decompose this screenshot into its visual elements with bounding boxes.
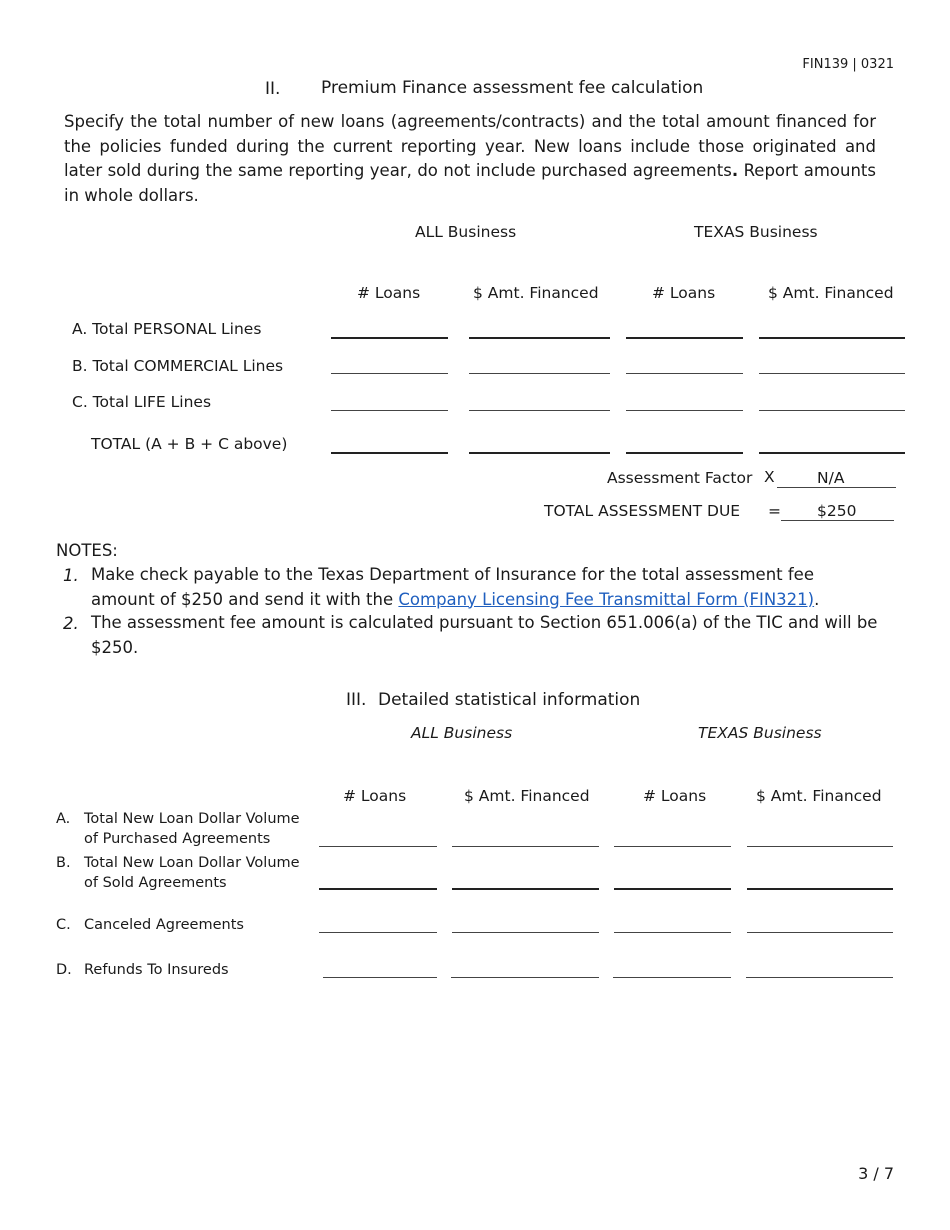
note-2-text: The assessment fee amount is calculated pursuant to Section 651.006(a) of the TIC and will be $250.: [91, 613, 878, 657]
s3-row-a-letter: A.: [56, 811, 71, 827]
assessment-factor-value: N/A: [817, 469, 845, 487]
assessment-factor-label: Assessment Factor: [607, 469, 753, 487]
s3-input-c-tx-amt[interactable]: [747, 932, 893, 933]
s3-input-a-tx-loans[interactable]: [614, 846, 731, 847]
s3-input-d-tx-loans[interactable]: [613, 977, 731, 978]
s3-row-b-letter: B.: [56, 855, 71, 871]
s3-input-d-all-amt[interactable]: [451, 977, 599, 978]
section-3-numeral: III.: [346, 690, 367, 710]
total-assessment-due-operator: =: [768, 502, 781, 520]
input-total-all-amt[interactable]: [469, 452, 610, 454]
s3-row-b-label: Total New Loan Dollar Volume of Sold Agreements: [84, 855, 300, 891]
total-assessment-due-value: $250: [817, 502, 857, 520]
input-b-all-loans[interactable]: [331, 373, 448, 374]
s3-input-a-all-loans[interactable]: [319, 846, 437, 847]
s3-input-b-tx-loans[interactable]: [614, 888, 731, 890]
input-a-all-loans[interactable]: [331, 337, 448, 339]
col-tx-loans: # Loans: [652, 284, 716, 302]
s3-row-a-label: Total New Loan Dollar Volume of Purchased Agreements: [84, 811, 300, 847]
note-1-text: Make check payable to the Texas Department of Insurance for the total assessment fee amount of $250 and send it with the Company Licensing Fee Transmittal Form (FIN321).: [91, 565, 820, 609]
input-c-tx-loans[interactable]: [626, 410, 743, 411]
s3-input-b-tx-amt[interactable]: [747, 888, 893, 890]
input-a-tx-loans[interactable]: [626, 337, 743, 339]
fee-transmittal-form-link[interactable]: Company Licensing Fee Transmittal Form (FIN321): [398, 589, 815, 609]
group-texas-business: TEXAS Business: [694, 223, 818, 241]
input-a-tx-amt[interactable]: [759, 337, 905, 339]
input-b-tx-loans[interactable]: [626, 373, 743, 374]
s3-input-a-all-amt[interactable]: [452, 846, 599, 847]
note-2-number: 2.: [63, 614, 79, 633]
assessment-factor-underline: [777, 487, 896, 488]
input-b-tx-amt[interactable]: [759, 373, 905, 374]
s3-input-a-tx-amt[interactable]: [747, 846, 893, 847]
s3-col-all-amt: $ Amt. Financed: [464, 787, 590, 805]
note-1-number: 1.: [63, 566, 79, 585]
section-2-title: Premium Finance assessment fee calculation: [321, 78, 704, 98]
row-b-label: B. Total COMMERCIAL Lines: [72, 357, 284, 375]
notes-title: NOTES:: [56, 541, 118, 560]
input-total-tx-loans[interactable]: [626, 452, 743, 454]
col-all-amt: $ Amt. Financed: [473, 284, 599, 302]
s3-input-d-all-loans[interactable]: [323, 977, 437, 978]
group-all-business: ALL Business: [415, 223, 517, 241]
s3-input-b-all-loans[interactable]: [319, 888, 437, 890]
s3-col-tx-amt: $ Amt. Financed: [756, 787, 882, 805]
page-number: 3 / 7: [858, 1164, 894, 1183]
s3-input-c-all-loans[interactable]: [319, 932, 437, 933]
s3-input-c-tx-loans[interactable]: [614, 932, 731, 933]
col-all-loans: # Loans: [357, 284, 421, 302]
s3-row-d-label: Refunds To Insureds: [84, 962, 229, 978]
s3-input-d-tx-amt[interactable]: [746, 977, 893, 978]
form-id: FIN139 | 0321: [802, 57, 894, 72]
input-a-all-amt[interactable]: [469, 337, 610, 339]
input-total-all-loans[interactable]: [331, 452, 448, 454]
input-b-all-amt[interactable]: [469, 373, 610, 374]
total-assessment-due-label: TOTAL ASSESSMENT DUE: [544, 502, 741, 520]
section-3-group-texas: TEXAS Business: [698, 724, 822, 742]
col-tx-amt: $ Amt. Financed: [768, 284, 894, 302]
total-assessment-due-underline: [781, 520, 894, 521]
input-c-tx-amt[interactable]: [759, 410, 905, 411]
section-2-numeral: II.: [265, 79, 281, 99]
assessment-factor-operator: X: [764, 468, 775, 486]
input-total-tx-amt[interactable]: [759, 452, 905, 454]
s3-col-all-loans: # Loans: [343, 787, 407, 805]
s3-input-b-all-amt[interactable]: [452, 888, 599, 890]
row-total-label: TOTAL (A + B + C above): [91, 435, 288, 453]
row-c-label: C. Total LIFE Lines: [72, 393, 212, 411]
s3-row-d-letter: D.: [56, 962, 72, 978]
s3-row-c-label: Canceled Agreements: [84, 917, 244, 933]
input-c-all-amt[interactable]: [469, 410, 610, 411]
s3-row-c-letter: C.: [56, 917, 71, 933]
input-c-all-loans[interactable]: [331, 410, 448, 411]
section-2-instructions: Specify the total number of new loans (agreements/contracts) and the total amount financed for the policies funded during the current reporting year. New loans include those originated and later sold during the same reporting year, do not include purchased agreements. Report amounts in whole dollars.: [64, 112, 876, 205]
s3-input-c-all-amt[interactable]: [452, 932, 599, 933]
row-a-label: A. Total PERSONAL Lines: [72, 320, 262, 338]
section-3-title: Detailed statistical information: [378, 690, 641, 710]
s3-col-tx-loans: # Loans: [643, 787, 707, 805]
section-3-group-all: ALL Business: [411, 724, 513, 742]
